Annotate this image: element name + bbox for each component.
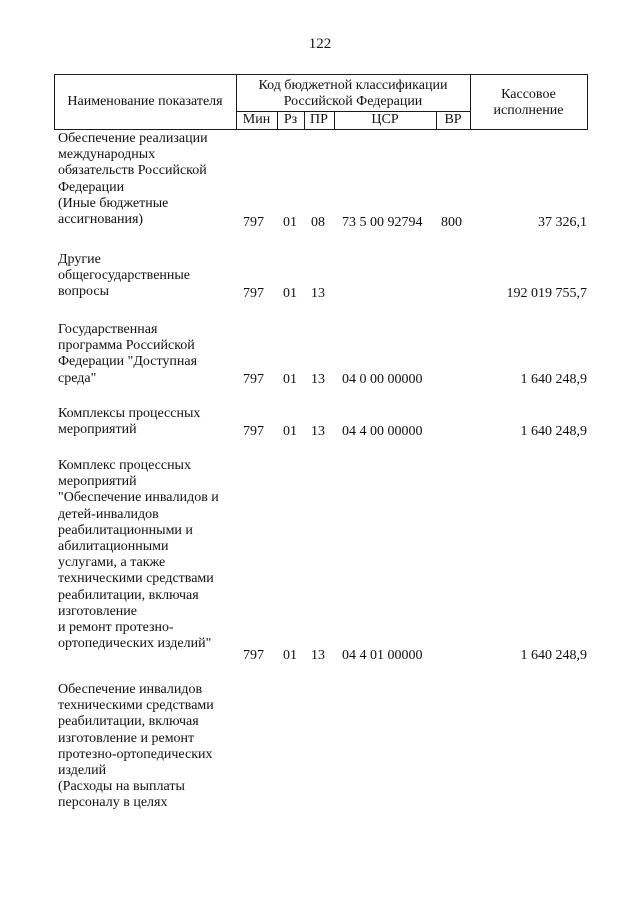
row-pr: 08 [311,214,325,230]
row-vr: 800 [441,214,462,230]
row-name: Обеспечение реализации международных обязательств Российской Федерации (Иные бюджетные ассигнования) [58,131,208,228]
row-pr: 13 [311,285,325,301]
row-sum: 1 640 248,9 [520,371,587,387]
row-name: Государственная программа Российской Федерации "Доступная среда" [58,322,198,386]
row-rz: 01 [283,371,297,387]
table-row [0,322,640,388]
row-sum: 192 019 755,7 [506,285,587,301]
header-code-group-line2: Российской Федерации [283,94,423,109]
header-bottom-border [54,129,587,130]
header-right-border [587,74,588,130]
row-rz: 01 [283,214,297,230]
header-code-group-line1: Код бюджетной классификации [258,78,448,93]
header-col-csr: ЦСР [371,112,399,127]
table-row [0,682,640,822]
row-pr: 13 [311,423,325,439]
row-name: Комплексы процессных мероприятий [58,406,201,438]
row-name: Комплекс процессных мероприятий "Обеспечение инвалидов и детей-инвалидов реабилитационными и абилитационными услугами, а также техническими средствами реабилитации, включая изготовление и ремонт протезно- ортопедических изделий" [58,458,219,652]
table-row [0,406,640,440]
row-csr: 04 0 00 00000 [342,371,423,387]
row-csr: 04 4 00 00000 [342,423,423,439]
row-pr: 13 [311,647,325,663]
row-csr: 04 4 01 00000 [342,647,423,663]
row-sum: 1 640 248,9 [520,647,587,663]
row-sum: 37 326,1 [538,214,587,230]
header-col-rz: Рз [283,112,298,127]
header-top-border [54,74,587,75]
row-name: Другие общегосударственные вопросы [58,252,191,300]
row-rz: 01 [283,423,297,439]
header-col-vr: ВР [444,112,462,127]
table-row [0,458,640,664]
header-name-col: Наименование показателя [67,94,223,109]
header-sum-line2: исполнение [493,103,564,118]
table-row [0,252,640,302]
row-pr: 13 [311,371,325,387]
row-min: 797 [243,647,264,663]
row-name: Обеспечение инвалидов техническими средствами реабилитации, включая изготовление и ремонт протезно-ортопедических изделий (Расходы на выплаты персоналу в целях [58,682,214,811]
row-min: 797 [243,371,264,387]
row-min: 797 [243,423,264,439]
row-rz: 01 [283,285,297,301]
header-col-pr: ПР [310,112,328,127]
row-rz: 01 [283,647,297,663]
row-min: 797 [243,214,264,230]
row-min: 797 [243,285,264,301]
table-row [0,131,640,231]
row-csr: 73 5 00 92794 [342,214,423,230]
page-number: 122 [308,36,332,52]
row-sum: 1 640 248,9 [520,423,587,439]
header-sum-line1: Кассовое [501,87,556,102]
header-col-min: Мин [242,112,271,127]
